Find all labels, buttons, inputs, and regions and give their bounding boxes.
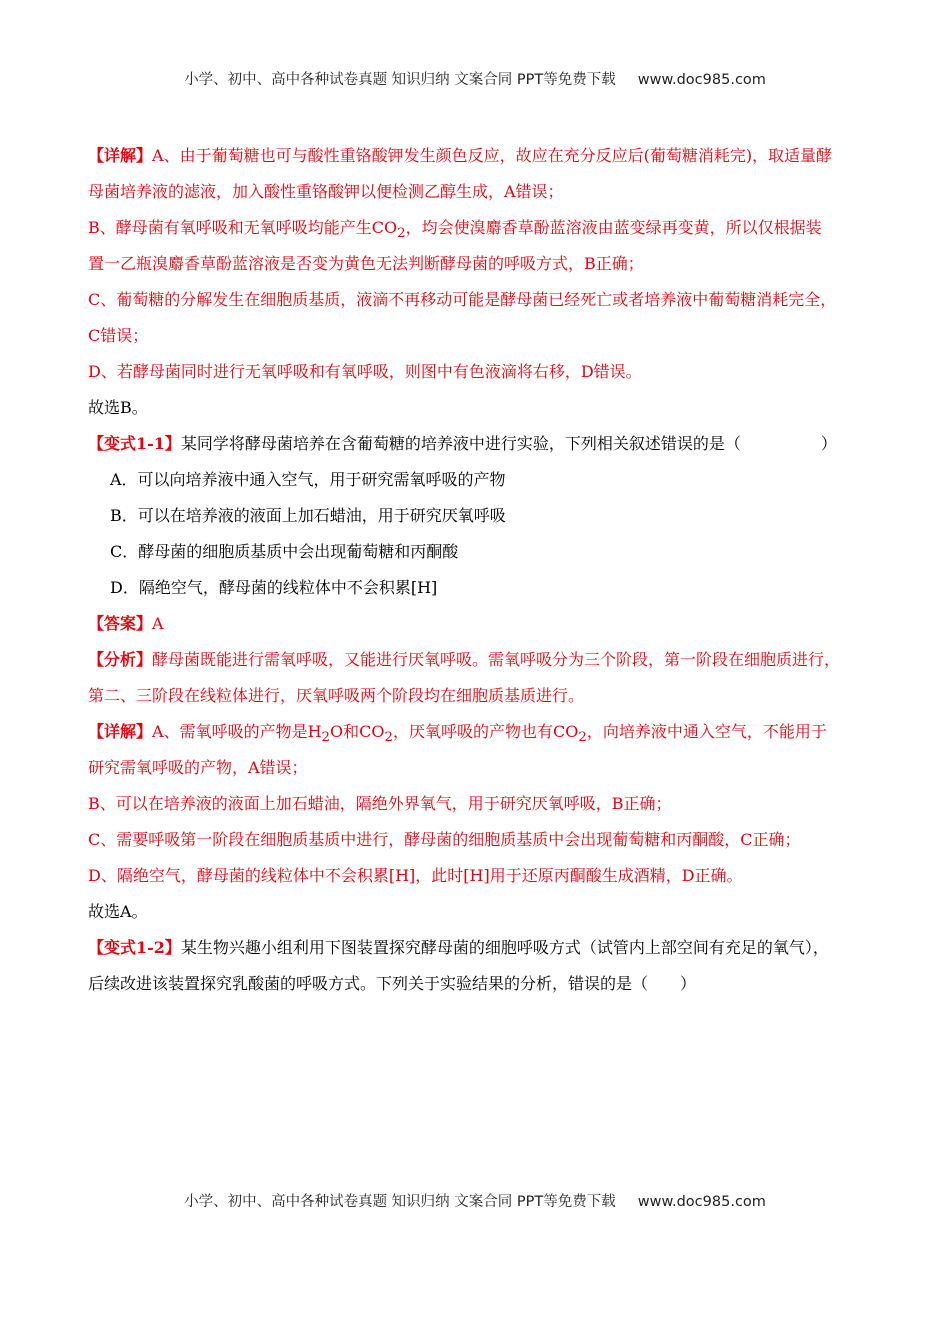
- option-b: B．可以在培养液的液面上加石蜡油，用于研究厌氧呼吸: [110, 506, 506, 525]
- footer-text: 小学、初中、高中各种试卷真题 知识归纳 文案合同 PPT等免费下载: [184, 1194, 616, 1210]
- detail2-line-2: 研究需氧呼吸的产物，A错误；: [88, 758, 308, 777]
- detail-line-4: 置一乙瓶溴麝香草酚蓝溶液是否变为黄色无法判断酵母菌的呼吸方式，B正确；: [88, 254, 644, 273]
- detail-line-1: 【详解】A、由于葡萄糖也可与酸性重铬酸钾发生颜色反应，故应在充分反应后(葡萄糖消耗完)，取适量酵: [88, 146, 833, 165]
- variant-1-1-stem: 【变式1-1】某同学将酵母菌培养在含葡萄糖的培养液中进行实验，下列相关叙述错误的是（ ）: [88, 434, 837, 453]
- page-footer: [0, 1190, 950, 1211]
- detail-line-5: C、葡萄糖的分解发生在细胞质基质，液滴不再移动可能是酵母菌已经死亡或者培养液中葡萄糖消耗完全，: [88, 290, 837, 309]
- detail-tag: 【详解】: [88, 146, 153, 165]
- detail-line-6: C错误；: [88, 326, 149, 345]
- header-site[interactable]: www.doc985.com: [637, 72, 766, 88]
- answer-line: 【答案】A: [88, 614, 164, 633]
- analysis-tag: 【分析】: [88, 650, 153, 669]
- detail-line-2: 母菌培养液的滤液，加入酸性重铬酸钾以便检测乙醇生成，A错误；: [88, 182, 564, 201]
- detail-line-7: D、若酵母菌同时进行无氧呼吸和有氧呼吸，则图中有色液滴将右移，D错误。: [88, 362, 642, 381]
- detail2-line-4: C、需要呼吸第一阶段在细胞质基质中进行，酵母菌的细胞质基质中会出现葡萄糖和丙酮酸，C正确；: [88, 830, 801, 849]
- option-d: D．隔绝空气，酵母菌的线粒体中不会积累[H]: [110, 578, 438, 597]
- detail2-tag: 【详解】: [88, 722, 153, 741]
- detail2-line-3: B、可以在培养液的液面上加石蜡油，隔绝外界氧气，用于研究厌氧呼吸，B正确；: [88, 794, 672, 813]
- footer-site[interactable]: www.doc985.com: [637, 1194, 766, 1210]
- choose-line-2: 故选A。: [88, 902, 148, 921]
- detail2-line-5: D、隔绝空气，酵母菌的线粒体中不会积累[H]，此时[H]用于还原丙酮酸生成酒精，D正确。: [88, 866, 743, 885]
- variant-1-2-stem-1: 【变式1-2】某生物兴趣小组利用下图装置探究酵母菌的细胞呼吸方式（试管内上部空间有充足的氧气），: [88, 938, 829, 957]
- variant-1-2-tag: 【变式1-2】: [88, 938, 181, 957]
- detail2-line-1: 【详解】A、需氧呼吸的产物是$H_2O$和$CO_2$，厌氧呼吸的产物也有$CO_2$，向培养液中通入空气，不能用于: [88, 722, 827, 746]
- option-c: C．酵母菌的细胞质基质中会出现葡萄糖和丙酮酸: [110, 542, 459, 561]
- option-a: A．可以向培养液中通入空气，用于研究需氧呼吸的产物: [110, 470, 506, 489]
- detail-line-3: B、酵母菌有氧呼吸和无氧呼吸均能产生$CO_2$，均会使溴麝香草酚蓝溶液由蓝变绿再变黄，所以仅根据装: [88, 218, 822, 242]
- document-body: [88, 138, 870, 1002]
- variant-1-1-tag: 【变式1-1】: [88, 434, 181, 453]
- analysis-line-1: 【分析】酵母菌既能进行需氧呼吸，又能进行厌氧呼吸。需氧呼吸分为三个阶段，第一阶段在细胞质进行，: [88, 650, 841, 669]
- header-text: 小学、初中、高中各种试卷真题 知识归纳 文案合同 PPT等免费下载: [184, 72, 616, 88]
- analysis-line-2: 第二、三阶段在线粒体进行，厌氧呼吸两个阶段均在细胞质基质进行。: [88, 686, 585, 705]
- page-header: [0, 68, 950, 89]
- choose-line-1: 故选B。: [88, 398, 148, 417]
- answer-tag: 【答案】: [88, 614, 153, 633]
- variant-1-2-stem-2: 后续改进该装置探究乳酸菌的呼吸方式。下列关于实验结果的分析，错误的是（ ）: [88, 974, 697, 993]
